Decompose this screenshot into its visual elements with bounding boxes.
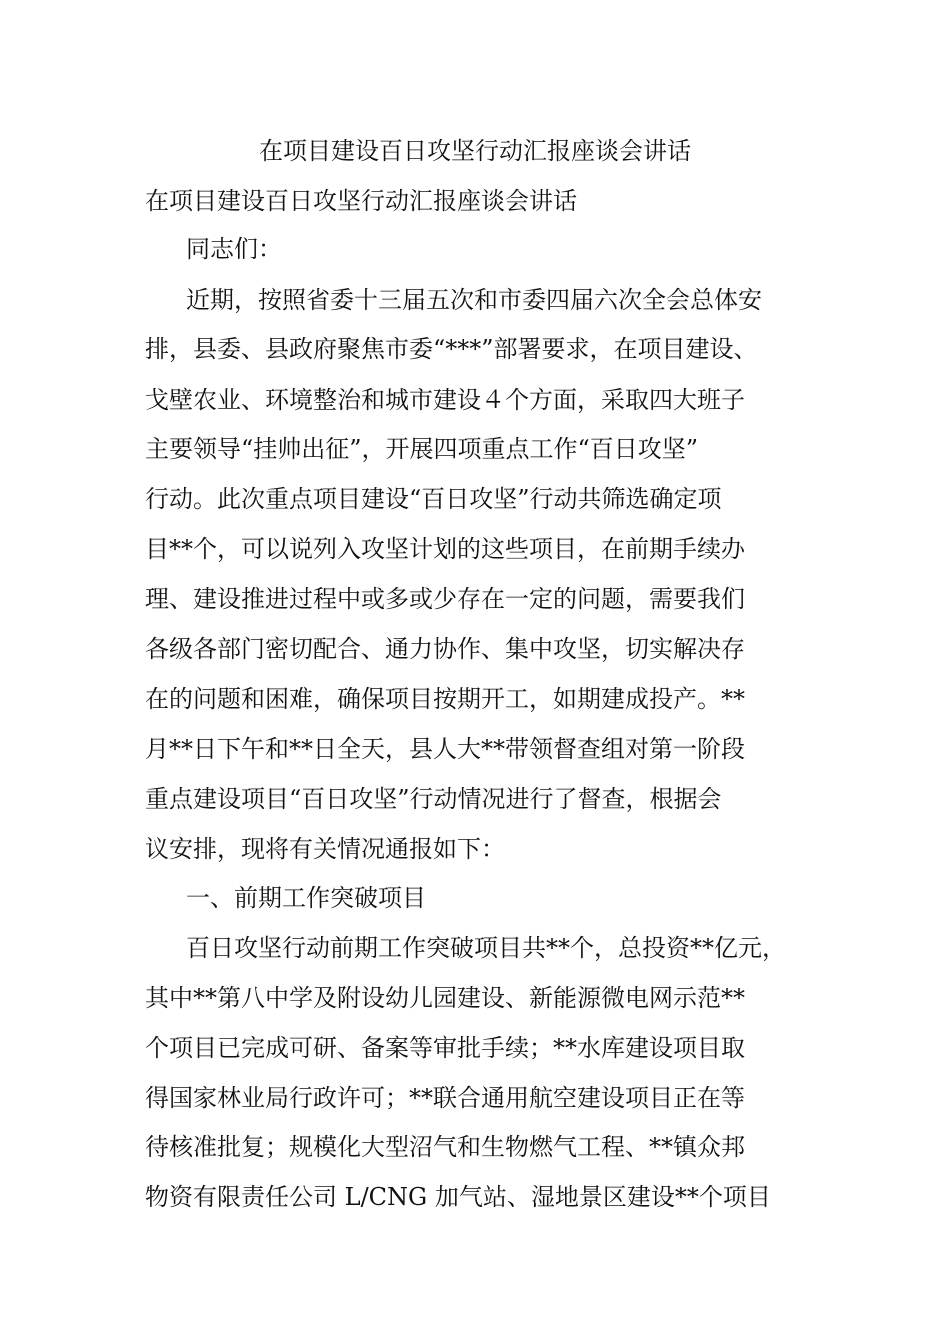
paragraph-line: 重点建设项目“百日攻坚”行动情况进行了督查，根据会: [145, 785, 722, 813]
section-heading: 一、前期工作突破项目: [186, 884, 426, 912]
document-subtitle: 在项目建设百日攻坚行动汇报座谈会讲话: [145, 187, 577, 215]
salutation: 同志们：: [186, 235, 282, 263]
paragraph-line: 个项目已完成可研、备案等审批手续；**水库建设项目取: [145, 1034, 745, 1062]
paragraph-line: 排，县委、县政府聚焦市委“***”部署要求，在项目建设、: [145, 335, 758, 363]
paragraph-line: 物资有限责任公司 L/CNG 加气站、湿地景区建设**个项目: [145, 1183, 771, 1211]
paragraph-line: 近期，按照省委十三届五次和市委四届六次全会总体安: [186, 286, 762, 314]
paragraph-line: 待核准批复；规模化大型沼气和生物燃气工程、**镇众邦: [145, 1133, 745, 1161]
paragraph-line: 百日攻坚行动前期工作突破项目共**个，总投资**亿元，: [186, 934, 786, 962]
paragraph-line: 议安排，现将有关情况通报如下：: [145, 835, 505, 863]
paragraph-line: 得国家林业局行政许可；**联合通用航空建设项目正在等: [145, 1084, 745, 1112]
paragraph-line: 在的问题和困难，确保项目按期开工，如期建成投产。**: [145, 685, 745, 713]
paragraph-line: 戈壁农业、环境整治和城市建设４个方面，采取四大班子: [145, 386, 745, 414]
paragraph-line: 理、建设推进过程中或多或少存在一定的问题，需要我们: [145, 585, 745, 613]
paragraph-line: 主要领导“挂帅出征”，开展四项重点工作“百日攻坚”: [145, 435, 699, 463]
paragraph-line: 目**个，可以说列入攻坚计划的这些项目，在前期手续办: [145, 535, 745, 563]
paragraph-line: 月**日下午和**日全天，县人大**带领督查组对第一阶段: [145, 735, 745, 763]
paragraph-line: 行动。此次重点项目建设“百日攻坚”行动共筛选确定项: [145, 485, 722, 513]
paragraph-line: 其中**第八中学及附设幼儿园建设、新能源微电网示范**: [145, 984, 745, 1012]
document-title: 在项目建设百日攻坚行动汇报座谈会讲话: [259, 137, 691, 165]
paragraph-line: 各级各部门密切配合、通力协作、集中攻坚，切实解决存: [145, 635, 745, 663]
